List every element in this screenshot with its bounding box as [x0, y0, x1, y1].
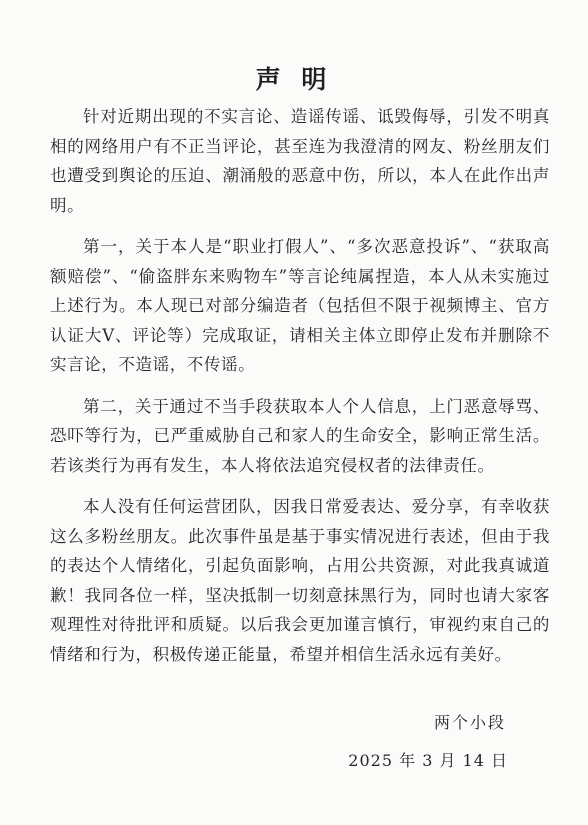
paragraph-intro: 针对近期出现的不实言论、造谣传谣、诋毁侮辱，引发不明真相的网络用户有不正当评论，甚至连为我澄清的网友、粉丝朋友们也遭受到舆论的压迫、潮涌般的恶意中伤，所以，本人在此作出声明。	[50, 107, 550, 215]
document-title: 声 明	[255, 65, 333, 94]
paragraph-apology: 本人没有任何运营团队，因我日常爱表达、爱分享，有幸收获这么多粉丝朋友。此次事件虽是基于事实情况进行表述，但由于我的表达个人情绪化，引起负面影响，占用公共资源，对此我真诚道歉！我同各位一样，坚决抵制一切刻意抹黑行为，同时也请大家客观理性对待批评和质疑。以后我会更加谨言慎行，审视约束自己的情绪和行为，积极传递正能量，希望并相信生活永远有美好。	[50, 497, 550, 664]
document-body	[50, 102, 550, 681]
paragraph-point-one: 第一，关于本人是“职业打假人”、“多次恶意投诉”、“获取高额赔偿”、“偷盗胖东来购物车”等言论纯属捏造，本人从未实施过上述行为。本人现已对部分编造者（包括但不限于视频博主、官方认证大V、评论等）完成取证，请相关主体立即停止发布并删除不实言论，不造谣，不传谣。	[50, 237, 550, 374]
signature-date: 2025 年 3 月 14 日	[348, 751, 508, 770]
paragraph-point-two: 第二，关于通过不当手段获取本人个人信息，上门恶意辱骂、恐吓等行为，已严重威胁自己和家人的生命安全，影响正常生活。若该类行为再有发生，本人将依法追究侵权者的法律责任。	[50, 396, 550, 475]
signature: 两个小段	[433, 713, 506, 732]
